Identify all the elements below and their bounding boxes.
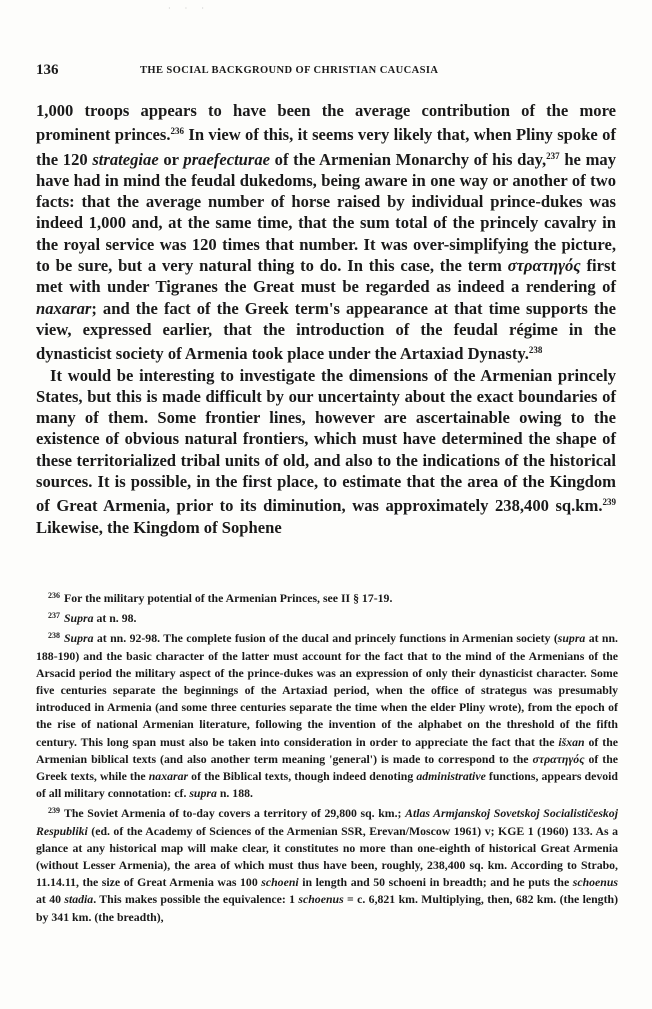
footnote-ref: 236 [170,126,185,137]
italic-text: supra [557,631,586,646]
italic-text: στρατηγός [507,256,581,276]
text-run: at nn. 92-98. The complete fusion of the ducal and princely functions in Armenian society ( [93,631,558,646]
scan-specks: · · · [168,4,210,13]
italic-text: στρατηγός [532,751,585,766]
text-run: at n. 98. [93,611,137,626]
text-run: n. 188. [216,786,253,801]
text-run: of the Biblical texts, though indeed denoting [188,769,417,784]
italic-text: išxan [558,734,585,749]
italic-text: praefecturae [183,149,271,169]
italic-text: schoenus [298,892,344,907]
text-run: functions, appears devoid of all military connotation: cf. [36,769,618,801]
page-header [36,62,616,82]
footnote [36,802,618,925]
text-run: 1,000 troops appears to have been the average contribution of the more prominent princes. [36,101,616,145]
text-run: of the Greek texts, while the [36,751,618,784]
text-run: Likewise, the Kingdom of Sophene [36,517,282,537]
italic-text: supra [189,786,217,801]
text-run: of the Armenian Monarchy of his day, [270,149,547,169]
text-run: (ed. of the Academy of Sciences of the Armenian SSR, Erevan/Moscow 1961) v; KGE 1 (1960) 133. As a glance at any historical map will make clear, it constitutes no more than one-eighth of historical Great Armenia (without Lesser Armenia), the area of which must thus have been, roughly, 238,400 sq. km. According to Strabo, 11.14.11, the size of Great Armenia was 100 [36,823,618,890]
running-head: THE SOCIAL BACKGROUND OF CHRISTIAN CAUCASIA [140,65,439,76]
text-run: he may have had in mind the feudal dukedoms, being aware in one way or another of two facts: that the average number of horse raised by individual prince-dukes was indeed 1,000 and, at the same time, that the sum total of the princely cavalry in the royal service was 120 times that number. It was over-simplifying the picture, to be sure, but a very natural thing to do. In this case, the term [36,149,616,276]
footnote-number: 236 [48,591,60,600]
text-run: = c. 6,821 km. Multiplying, then, 682 km. (the length) by 341 km. (the breadth), [36,892,618,924]
italic-text: strategiae [92,149,159,169]
footnote-number: 237 [48,611,60,621]
italic-text: administrative [416,769,486,784]
text-run: It would be interesting to investigate the dimensions of the Armenian princely States, but this is made difficult by our uncertainty about the exact boundaries of many of them. Some frontier lines, however are ascertainable owing to the existence of obvious natural frontiers, which must have determined the shape of these territorialized tribal units of old, and also to the indications of the historical sources. It is possible, in the first place, to estimate that the area of the Kingdom of Great Armenia, prior to its diminution, was approximately 238,400 sq.km. [36,365,616,516]
italic-text: Atlas Armjanskoj Sovetskoj Socialističeskoj Respubliki [36,806,618,838]
paragraph [36,365,616,538]
footnote-ref: 239 [602,497,616,508]
text-run: For the military potential of the Armenian Princes, see II § 17-19. [64,591,393,605]
italic-text: stadia [64,892,94,907]
text-run: . This makes possible the equivalence: 1 [93,892,299,907]
footnote-ref: 237 [546,150,560,161]
footnote [36,607,618,627]
paragraph [36,100,616,365]
italic-text: schoenus [572,875,619,890]
page-number: 136 [36,62,59,78]
text-run: or [158,149,184,169]
footnote [36,627,618,802]
footnotes [36,587,618,926]
italic-text: naxarar [36,298,92,318]
text-run: first met with under Tigranes the Great must be regarded as indeed a rendering of [36,256,616,297]
italic-text: naxarar [148,769,189,784]
text-run: The Soviet Armenia of to-day covers a territory of 29,800 sq. km.; [64,806,406,821]
italic-text: Supra [64,611,94,626]
italic-text: Supra [64,631,94,646]
footnote [36,587,618,607]
footnote-number: 239 [48,806,60,816]
footnote-ref: 238 [528,345,543,356]
italic-text: schoeni [261,875,299,890]
text-run: In view of this, it seems very likely that, when Pliny spoke of the 120 [36,125,616,169]
text-run: at 40 [36,892,65,907]
footnote-number: 238 [48,631,60,641]
text-run: at nn. 188-190) and the basic character of the latter must account for the fact that to the mind of the Armenians of the Arsacid period the military aspect of the prince-dukes was an expression of only their dynasticist character. Some five centuries separate the beginnings of the Artaxiad period, when the office of strategus was presumably introduced in Armenia (and some three centuries separate the time when the elder Pliny wrote), from the epoch of the rise of national Armenian literature, following the invention of the alphabet on the threshold of the fifth century. This long span must also be taken into consideration in order to appreciate the fact that the [36,631,618,749]
text-run: ; and the fact of the Greek term's appearance at that time supports the view, expressed earlier, that the introduction of the feudal régime in the dynasticist society of Armenia took place under the Artaxiad Dynasty. [36,298,616,364]
text-run: of the Armenian biblical texts (and also another term meaning 'general') is made to correspond to the [36,734,618,766]
main-text [36,100,616,538]
text-run: in length and 50 schoeni in breadth; and he puts the [298,875,573,890]
